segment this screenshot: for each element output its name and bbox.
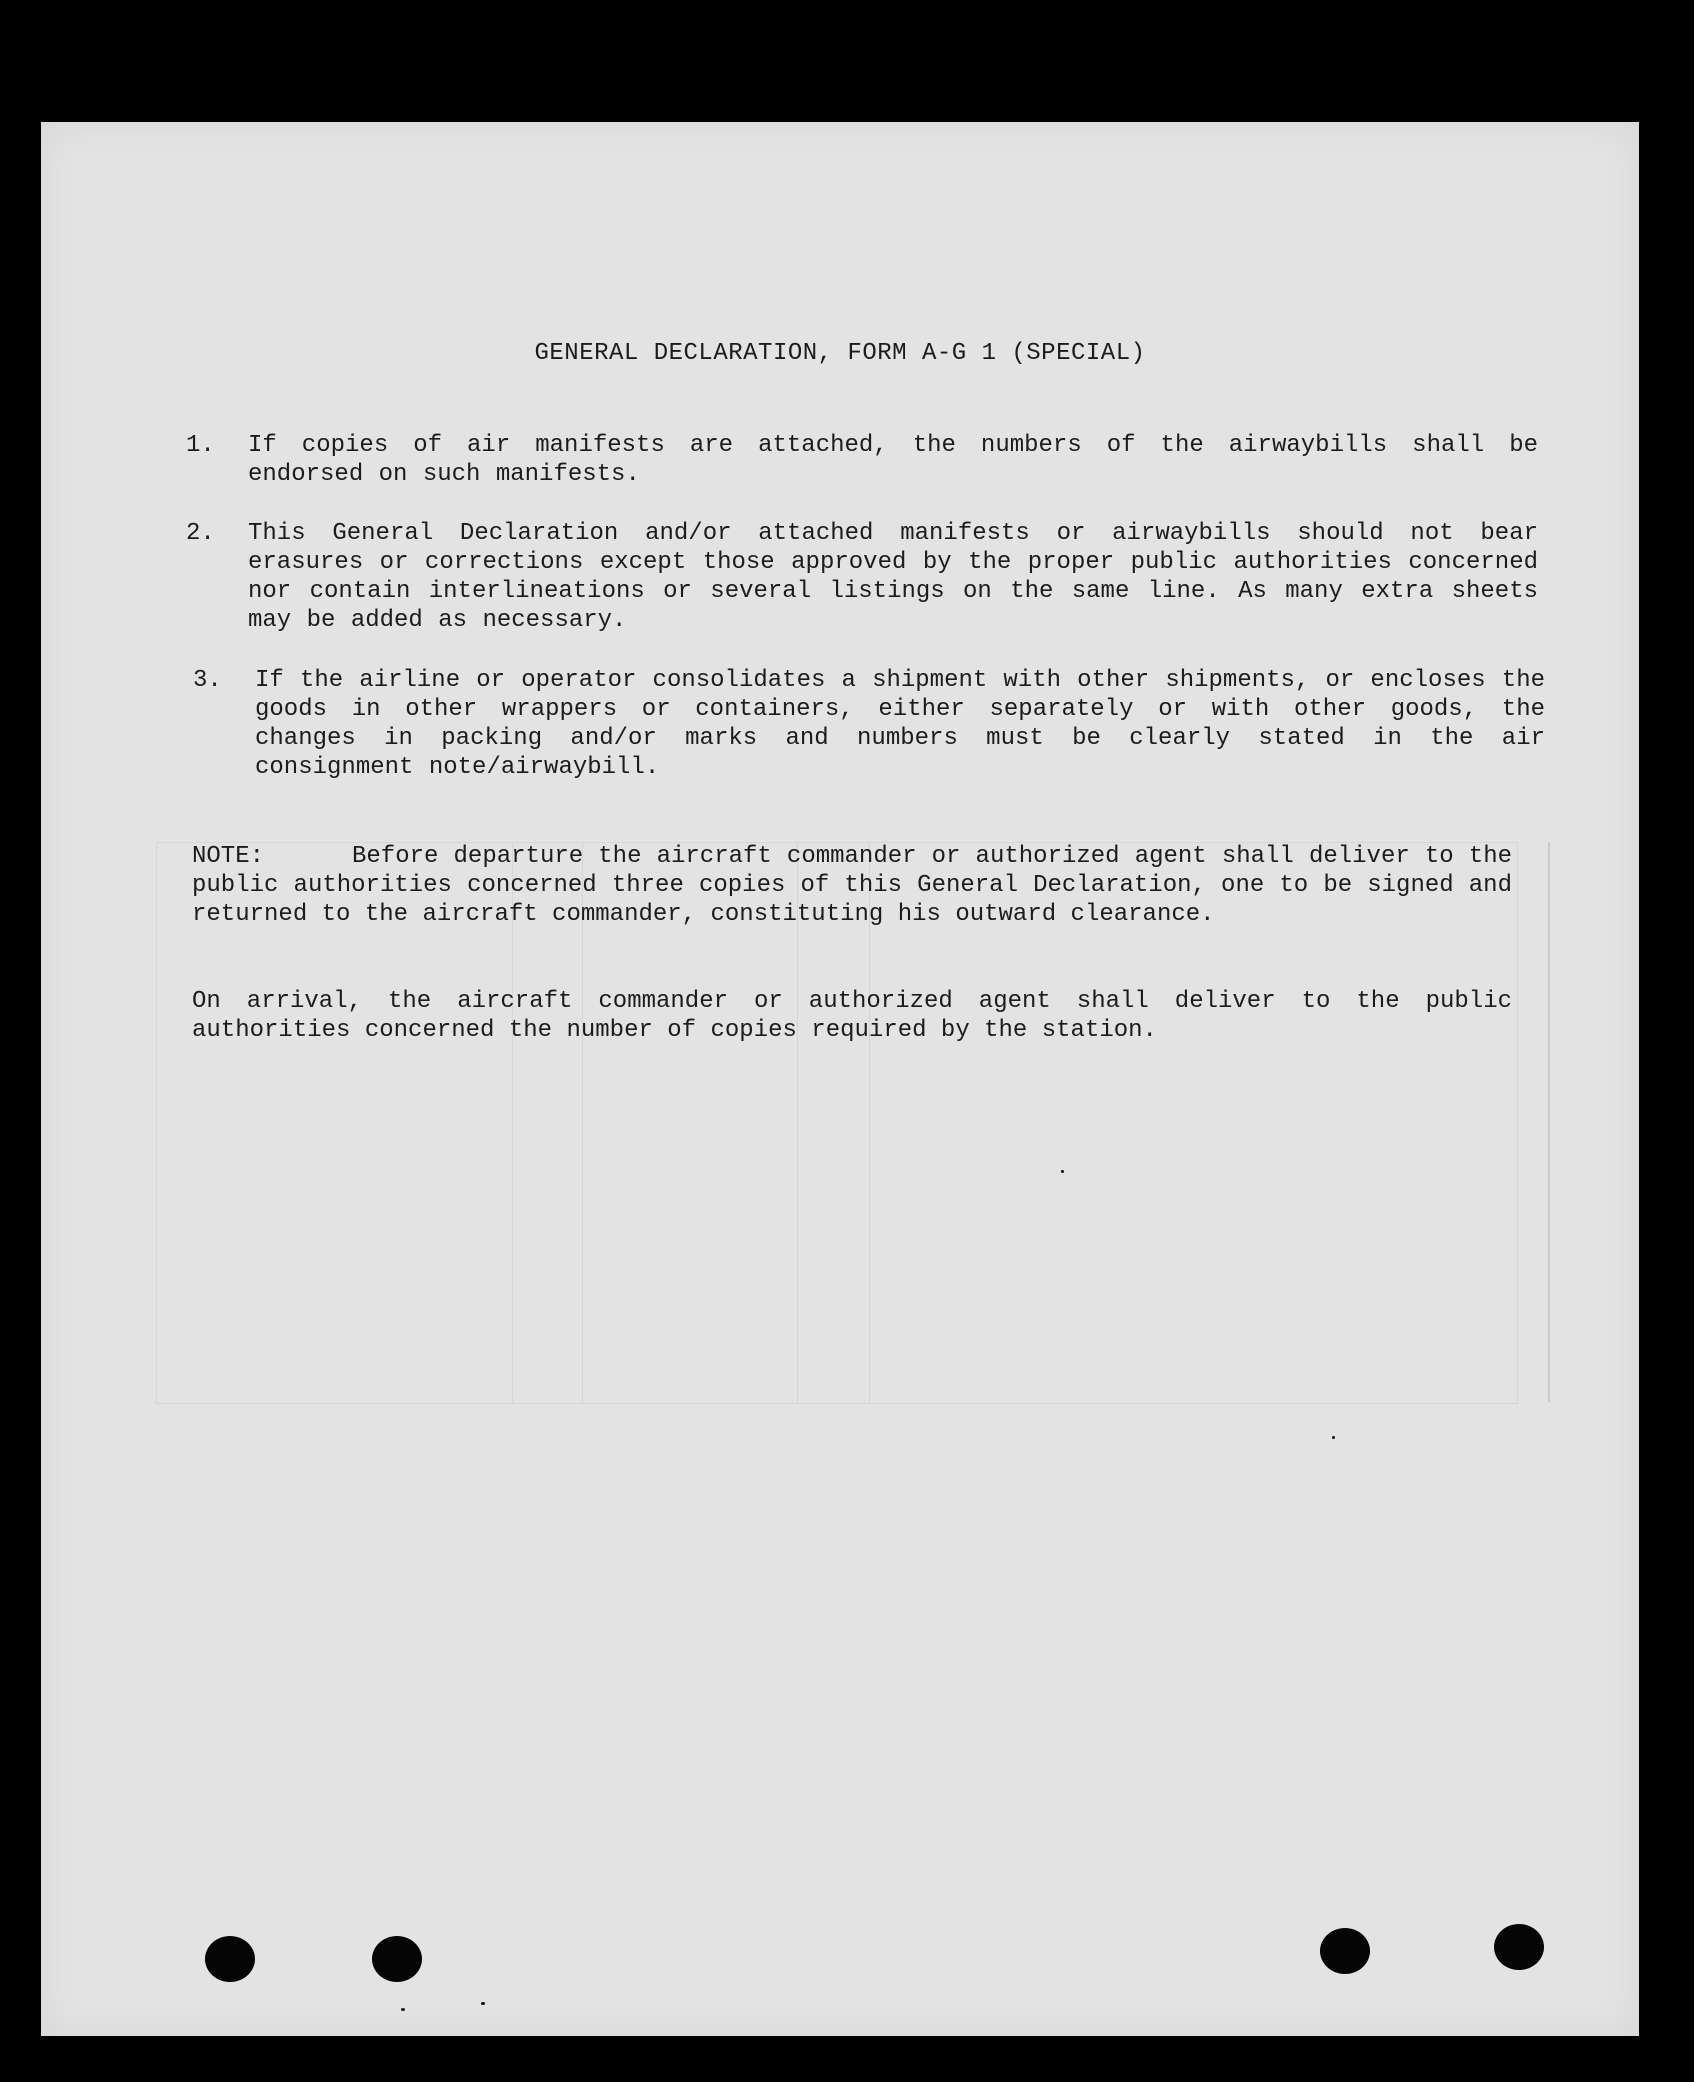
list-item-3 [193,666,1593,786]
document-page [41,122,1639,2036]
item-text: This General Declaration and/or attached manifests or airwaybills should not bear erasures or corrections except those approved by the proper public authorities concerned nor contain interlineations or several listings on the same line. As many extra sheets may be added as necessary. [248,520,1538,634]
note-label: NOTE: [192,843,265,870]
item-number: 3. [193,667,222,694]
item-text: If copies of air manifests are attached, the numbers of the airwaybills shall be endorsed on such manifests. [248,432,1538,488]
list-item-1 [186,431,1586,491]
document-title: GENERAL DECLARATION, FORM A-G 1 (SPECIAL) [534,340,1146,367]
punch-hole [1494,1924,1544,1970]
punch-hole [205,1936,255,1982]
item-text: If the airline or operator consolidates a shipment with other shipments, or encloses the goods in other wrappers or containers, either separately or with other goods, the changes in packing and/or marks and numbers must be clearly stated in the air consignment note/airwaybill. [255,667,1545,781]
punch-hole [372,1936,422,1982]
punch-hole [1320,1928,1370,1974]
arrival-text: On arrival, the aircraft commander or authorized agent shall deliver to the public authorities concerned the number of copies required by the station. [192,988,1512,1044]
note-text: Before departure the aircraft commander or authorized agent shall deliver to the public authorities concerned three copies of this General Declaration, one to be signed and returned to the aircraft commander, constituting his outward clearance. [192,843,1512,928]
item-number: 2. [186,520,215,547]
note-paragraph [192,842,1512,929]
item-number: 1. [186,432,215,459]
list-item-2 [186,519,1586,639]
arrival-paragraph [192,987,1512,1045]
bleed-through-rule [1548,842,1550,1402]
